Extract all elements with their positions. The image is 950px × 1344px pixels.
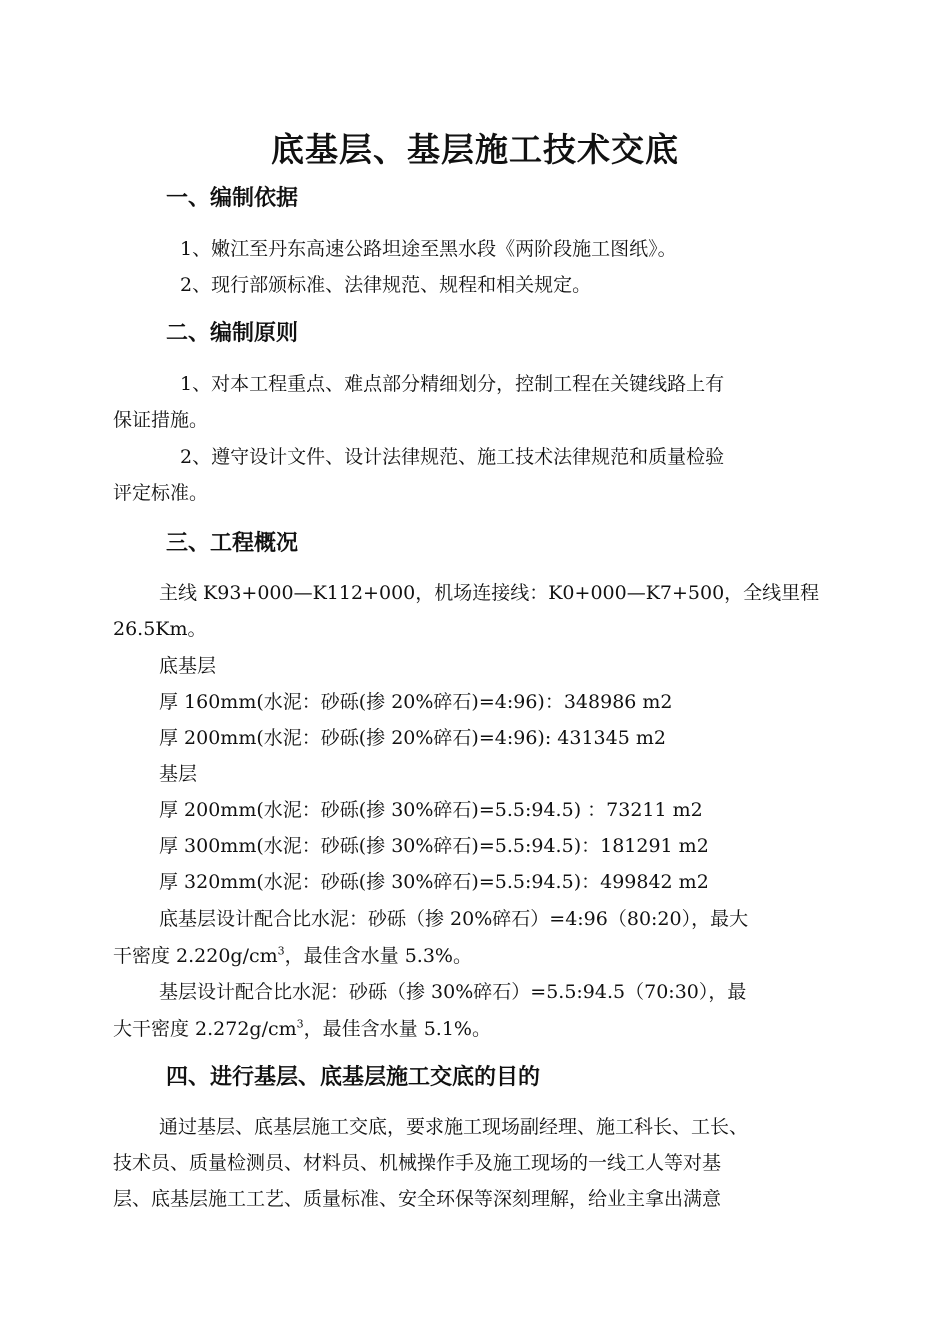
subheading-base: 基层 xyxy=(159,763,198,785)
document-title: 底基层、基层施工技术交底 xyxy=(271,130,679,169)
subheading-subbase: 底基层 xyxy=(159,655,217,677)
paragraph-line: 2、现行部颁标准、法律规范、规程和相关规定。 xyxy=(180,274,592,296)
section-heading-basis: 一、编制依据 xyxy=(166,186,299,211)
text-fragment: 干密度 2.220g/cm xyxy=(113,945,278,967)
paragraph-line: 2、遵守设计文件、设计法律规范、施工技术法律规范和质量检验 xyxy=(180,446,725,468)
quantity-line: 厚 200mm(水泥：砂砾(掺 30%碎石)=5.5:94.5) ：73211 m2 xyxy=(159,799,703,821)
paragraph-line: 层、底基层施工工艺、质量标准、安全环保等深刻理解，给业主拿出满意 xyxy=(113,1188,722,1210)
paragraph-line: 底基层设计配合比水泥：砂砾（掺 20%碎石）=4:96（80:20），最大 xyxy=(159,908,749,930)
text-fragment: ，最佳含水量 5.3%。 xyxy=(284,945,472,967)
paragraph-line: 1、对本工程重点、难点部分精细划分，控制工程在关键线路上有 xyxy=(180,373,725,395)
section-heading-purpose: 四、进行基层、底基层施工交底的目的 xyxy=(166,1065,541,1090)
section-heading-overview: 三、工程概况 xyxy=(166,531,299,556)
paragraph-line xyxy=(113,941,472,971)
superscript: 3 xyxy=(296,1017,304,1031)
paragraph-line: 主线 K93+000—K112+000，机场连接线：K0+000—K7+500，全线里程 xyxy=(159,582,820,604)
paragraph-line: 评定标准。 xyxy=(113,482,209,504)
paragraph-line: 基层设计配合比水泥：砂砾（掺 30%碎石）=5.5:94.5（70:30），最 xyxy=(159,981,747,1003)
paragraph-line: 技术员、质量检测员、材料员、机械操作手及施工现场的一线工人等对基 xyxy=(113,1152,722,1174)
quantity-line: 厚 320mm(水泥：砂砾(掺 30%碎石)=5.5:94.5)：499842 m2 xyxy=(159,871,709,893)
paragraph-line: 保证措施。 xyxy=(113,409,209,431)
paragraph-line: 26.5Km。 xyxy=(113,618,207,640)
quantity-line: 厚 160mm(水泥：砂砾(掺 20%碎石)=4:96)：348986 m2 xyxy=(159,691,673,713)
quantity-line: 厚 200mm(水泥：砂砾(掺 20%碎石)=4:96): 431345 m2 xyxy=(159,727,666,749)
paragraph-line: 通过基层、底基层施工交底，要求施工现场副经理、施工科长、工长、 xyxy=(159,1116,749,1138)
section-heading-principles: 二、编制原则 xyxy=(166,321,299,346)
text-fragment: ，最佳含水量 5.1%。 xyxy=(303,1018,491,1040)
quantity-line: 厚 300mm(水泥：砂砾(掺 30%碎石)=5.5:94.5)：181291 m2 xyxy=(159,835,709,857)
paragraph-line: 1、嫩江至丹东高速公路坦途至黑水段《两阶段施工图纸》。 xyxy=(180,238,677,260)
superscript: 3 xyxy=(277,944,285,958)
text-fragment: 大干密度 2.272g/cm xyxy=(113,1018,297,1040)
paragraph-line xyxy=(113,1014,491,1044)
